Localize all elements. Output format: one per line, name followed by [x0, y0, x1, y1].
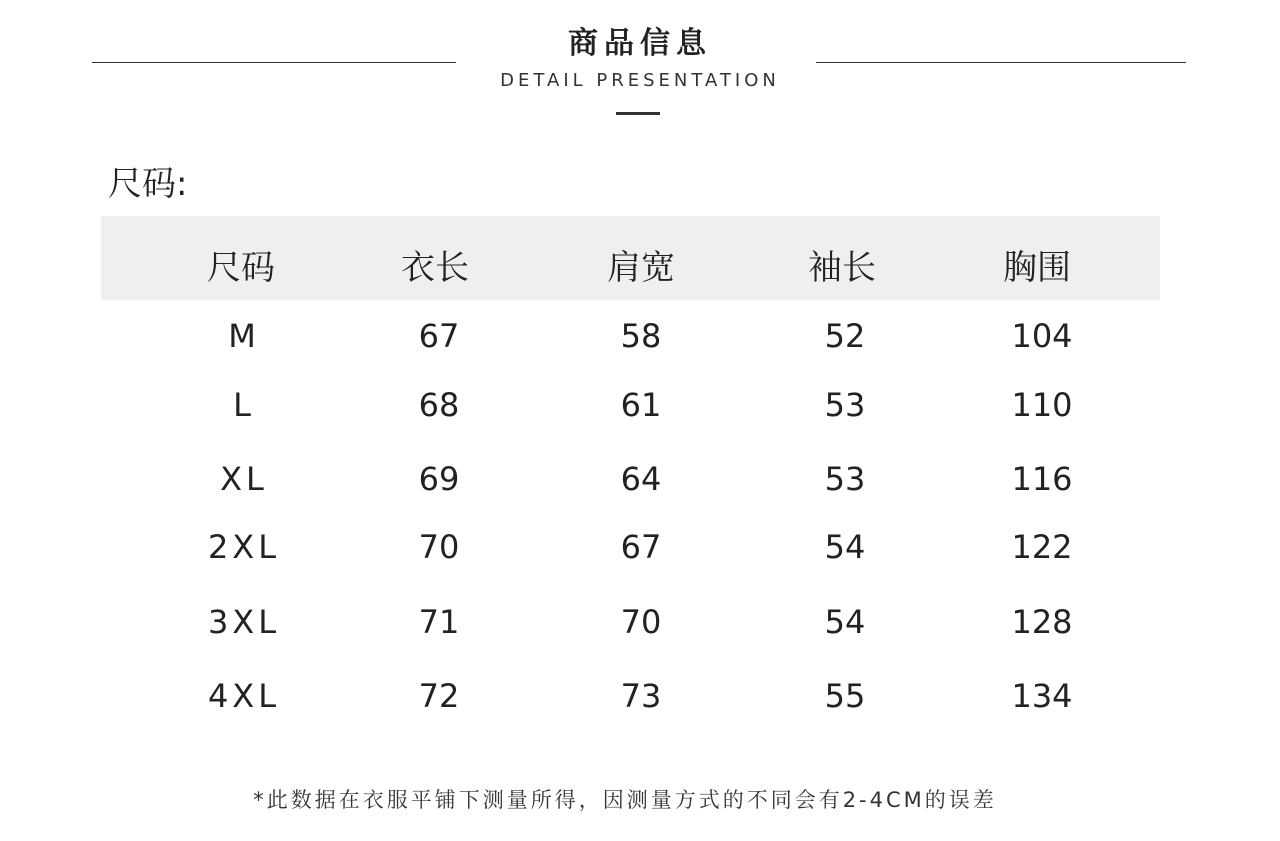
cell-shoulder: 64 — [620, 460, 662, 498]
table-row — [101, 528, 1160, 568]
cell-shoulder: 61 — [620, 386, 662, 424]
cell-size: 3XL — [207, 603, 281, 641]
table-row — [101, 460, 1160, 500]
cell-size: 4XL — [207, 677, 281, 715]
cell-length: 67 — [418, 317, 460, 355]
cell-length: 68 — [418, 386, 460, 424]
cell-sleeve: 53 — [824, 386, 866, 424]
cell-shoulder: 73 — [620, 677, 662, 715]
cell-size: L — [233, 386, 255, 424]
measurement-footnote: *此数据在衣服平铺下测量所得，因测量方式的不同会有2-4CM的误差 — [253, 788, 997, 812]
table-row — [101, 603, 1160, 643]
page-subtitle: DETAIL PRESENTATION — [500, 70, 780, 91]
size-table — [101, 216, 1160, 715]
column-header-length: 衣长 — [401, 248, 469, 288]
cell-chest: 104 — [1011, 317, 1073, 355]
header-rule-left — [92, 62, 456, 63]
cell-sleeve: 54 — [824, 528, 866, 566]
table-row — [101, 386, 1160, 426]
table-row — [101, 677, 1160, 717]
cell-length: 70 — [418, 528, 460, 566]
cell-length: 71 — [418, 603, 460, 641]
cell-chest: 110 — [1011, 386, 1073, 424]
cell-size: M — [228, 317, 260, 355]
column-header-size: 尺码 — [207, 248, 275, 288]
table-row — [101, 317, 1160, 357]
column-header-chest: 胸围 — [1003, 248, 1071, 288]
cell-length: 69 — [418, 460, 460, 498]
page-title: 商品信息 — [568, 26, 712, 61]
cell-chest: 122 — [1011, 528, 1073, 566]
cell-sleeve: 54 — [824, 603, 866, 641]
cell-chest: 116 — [1011, 460, 1073, 498]
column-header-sleeve: 袖长 — [808, 248, 876, 288]
title-divider — [616, 112, 660, 115]
header-rule-right — [816, 62, 1186, 63]
cell-length: 72 — [418, 677, 460, 715]
cell-chest: 134 — [1011, 677, 1073, 715]
cell-sleeve: 53 — [824, 460, 866, 498]
cell-shoulder: 67 — [620, 528, 662, 566]
cell-sleeve: 52 — [824, 317, 866, 355]
cell-shoulder: 58 — [620, 317, 662, 355]
cell-chest: 128 — [1011, 603, 1073, 641]
cell-size: 2XL — [207, 528, 281, 566]
table-header — [101, 216, 1160, 300]
cell-shoulder: 70 — [620, 603, 662, 641]
column-header-shoulder: 肩宽 — [607, 248, 675, 288]
cell-sleeve: 55 — [824, 677, 866, 715]
size-section-heading: 尺码: — [108, 164, 188, 204]
cell-size: XL — [220, 460, 268, 498]
